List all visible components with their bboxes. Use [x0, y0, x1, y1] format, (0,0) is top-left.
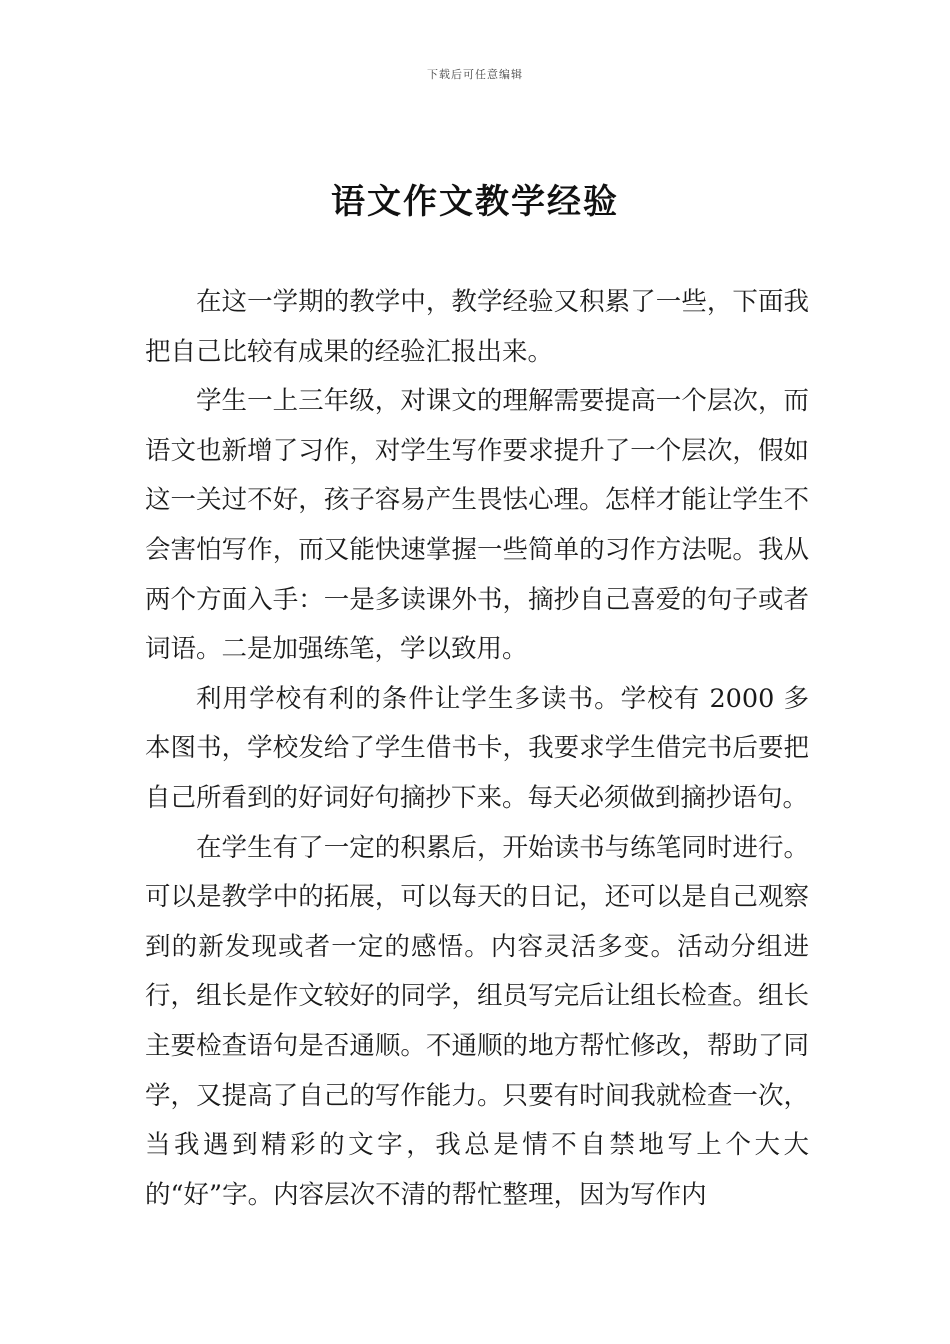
header-note: 下载后可任意编辑	[427, 68, 523, 81]
paragraph: 学生一上三年级，对课文的理解需要提高一个层次，而语文也新增了习作，对学生写作要求提升了一个层次，假如这一关过不好，孩子容易产生畏怯心理。怎样才能让学生不会害怕写作，而又能快速掌握一些简单的习作方法呢。我从两个方面入手：一是多读课外书，摘抄自己喜爱的句子或者词语。二是加强练笔，学以致用。	[145, 386, 809, 665]
paragraph: 在这一学期的教学中，教学经验又积累了一些，下面我把自己比较有成果的经验汇报出来。	[145, 287, 809, 367]
paragraph: 利用学校有利的条件让学生多读书。学校有 2000 多本图书，学校发给了学生借书卡，我要求学生借完书后要把自己所看到的好词好句摘抄下来。每天必须做到摘抄语句。	[145, 683, 809, 813]
paragraph: 在学生有了一定的积累后，开始读书与练笔同时进行。可以是教学中的拓展，可以每天的日记，还可以是自己观察到的新发现或者一定的感悟。内容灵活多变。活动分组进行，组长是作文较好的同学，组员写完后让组长检查。组长主要检查语句是否通顺。不通顺的地方帮忙修改，帮助了同学，又提高了自己的写作能力。只要有时间我就检查一次，当我遇到精彩的文字，我总是情不自禁地写上个大大的“好”字。内容层次不清的帮忙整理，因为写作内	[145, 832, 809, 1210]
document-title: 语文作文教学经验	[331, 182, 619, 222]
document-body	[145, 278, 809, 1220]
